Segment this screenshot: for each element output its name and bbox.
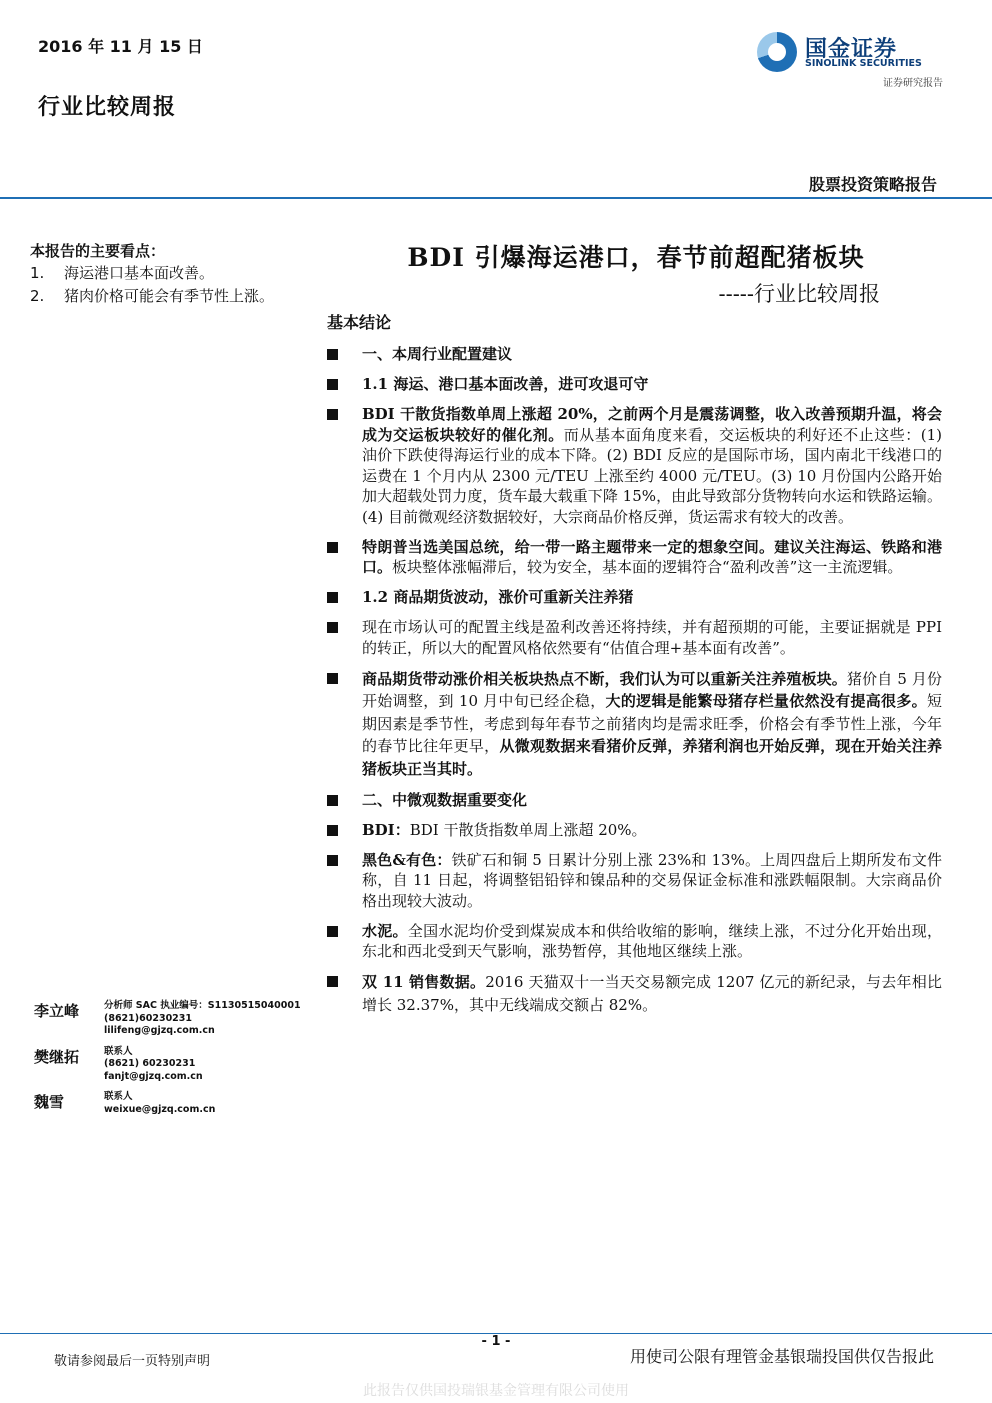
square-bullet-icon: [327, 349, 338, 360]
key-point-number: 2.: [30, 287, 45, 305]
bullet-text: 2016 天猫双十一当天交易额完成 1207 亿元的新纪录，与去年相比增长 32.37%，其中无线端成交额占 82%。: [362, 973, 943, 1014]
bullet-text: 现在市场认可的配置主线是盈利改善还将持续，并有超预期的可能，主要证据就是 PPI 的转正，所以大的配置风格依然要有“估值合理+基本面有改善”。: [362, 618, 942, 657]
key-points-title: 本报告的主要看点：: [30, 242, 166, 260]
section-heading: 基本结论: [327, 313, 392, 332]
analyst-entry: [34, 1091, 324, 1116]
bullet-item: [327, 790, 942, 811]
bullet-item: [327, 850, 942, 912]
bullet-bold: 黑色&有色：: [362, 850, 452, 869]
footer-watermark: 此报告仅供国投瑞银基金管理有限公司使用: [363, 1383, 629, 1399]
bullet-text: 全国水泥均价受到煤炭成本和供给收缩的影响，继续上涨，不过分化开始出现，东北和西北受到天气影响，涨势暂停，其他地区继续上涨。: [362, 921, 942, 960]
bullet-text: 铁矿石和铜 5 日累计分别上涨 23%和 13%。上周四盘后上期所发布文件称，自 11 日起，将调整铝铅锌和镍品种的交易保证金标准和涨跌幅限制。大宗商品价格出现较大波动。: [362, 850, 942, 910]
key-point-text: 猪肉价格可能会有季节性上涨。: [64, 287, 275, 305]
analyst-list: [34, 1000, 324, 1124]
series-title: 行业比较周报: [38, 94, 177, 120]
logo-subtitle: 证券研究报告: [883, 78, 943, 89]
square-bullet-icon: [327, 592, 338, 603]
logo-english-name: SINOLINK SECURITIES: [805, 58, 922, 69]
bullet-item: [327, 617, 942, 658]
square-bullet-icon: [327, 622, 338, 633]
header-divider: [0, 197, 992, 199]
report-type: 股票投资策略报告: [808, 175, 937, 194]
square-bullet-icon: [327, 673, 338, 684]
analyst-name: 魏雪: [34, 1093, 65, 1111]
bullet-item: [327, 820, 942, 841]
logo-chinese-name: 国金证券: [805, 37, 898, 62]
bullet-bold: 一、本周行业配置建议: [362, 345, 513, 363]
analyst-entry: [34, 1046, 324, 1084]
analyst-contact: [104, 1000, 301, 1038]
bullet-item: [327, 921, 942, 962]
key-point-item: [30, 285, 280, 308]
footer-right-text: 用使司公限有理管金基银瑞投国供仅告报此: [629, 1347, 934, 1366]
bullet-item: [327, 971, 942, 1016]
bullet-text: BDI 干散货指数单周上涨超 20%。: [409, 820, 647, 839]
square-bullet-icon: [327, 926, 338, 937]
bullet-bold: 二、中微观数据重要变化: [362, 790, 528, 809]
bullet-bold: BDI：: [362, 820, 410, 839]
bullet-bold: 1.1 海运、港口基本面改善，进可攻退可守: [362, 375, 649, 393]
square-bullet-icon: [327, 795, 338, 806]
analyst-role: 联系人: [104, 1045, 133, 1057]
square-bullet-icon: [327, 379, 338, 390]
square-bullet-icon: [327, 825, 338, 836]
bullet-bold: 商品期货带动涨价相关板块热点不断，我们认为可以重新关注养殖板块。: [362, 669, 847, 688]
report-date: 2016 年 11 月 15 日: [38, 37, 203, 56]
report-subtitle: -----行业比较周报: [718, 282, 880, 306]
bullet-bold: 双 11 销售数据。: [362, 973, 486, 991]
analyst-email: fanjt@gjzq.com.cn: [104, 1070, 203, 1082]
key-points-list: [30, 262, 280, 308]
bullet-bold: 水泥。: [362, 921, 408, 940]
bullet-item: [327, 537, 942, 578]
bullet-text: 而从基本面角度来看，交运板块的利好还不止这些：(1) 油价下跌使得海运行业的成本下降。(2) BDI 反应的是国际市场，国内南北干线港口的运费在 1 个月内从 2300 元/TEU 上涨至约 4000 元/TEU。(3) 10 月份国内公路开始加大超载处罚力度，货车最大载重下降 15%，由此导致部分货物转向水运和铁路运输。(4) 目前微观经济数据较好，大宗商品价格反弹，货运需求有较大的改善。: [362, 425, 943, 526]
analyst-email: weixue@gjzq.com.cn: [104, 1103, 216, 1115]
bullet-item: [327, 404, 942, 527]
page-number: - 1 -: [481, 1334, 511, 1349]
bullet-text: 短期因素是季节性，考虑到每年春节之前猪肉均是需求旺季，价格会有季节性上涨，今年的春节比往年更早，: [362, 692, 942, 755]
bullet-bold: 特朗普当选美国总统，给一带一路主题带来一定的想象空间。建议关注海运、铁路和港口。: [362, 537, 942, 576]
bullet-item: [327, 587, 942, 608]
analyst-credential: 分析师 SAC 执业编号：S1130515040001: [104, 1000, 301, 1011]
analyst-phone: (8621)60230231: [104, 1012, 193, 1024]
bullet-text: 猪价自 5 月份开始调整，到 10 月中旬已经企稳，: [362, 669, 942, 710]
analyst-entry: [34, 1000, 324, 1038]
square-bullet-icon: [327, 409, 338, 420]
bullet-item: [327, 374, 942, 395]
square-bullet-icon: [327, 855, 338, 866]
analyst-contact: [104, 1091, 215, 1116]
analyst-name: 李立峰: [34, 1002, 80, 1020]
key-point-text: 海运港口基本面改善。: [64, 264, 215, 282]
analyst-phone: (8621) 60230231: [104, 1058, 196, 1069]
bullet-bold: 大的逻辑是能繁母猪存栏量依然没有提高很多。: [605, 692, 927, 710]
footer-disclaimer: 敬请参阅最后一页特别声明: [54, 1354, 211, 1369]
bullet-bold: 1.2 商品期货波动，涨价可重新关注养猪: [362, 588, 634, 606]
bullet-bold: 从微观数据来看猪价反弹，养猪利润也开始反弹，现在开始关注养猪板块正当其时。: [362, 737, 942, 778]
report-title: BDI 引爆海运港口，春节前超配猪板块: [407, 243, 865, 272]
square-bullet-icon: [327, 542, 338, 553]
company-logo: [757, 30, 947, 90]
analyst-name: 樊继拓: [34, 1047, 80, 1066]
analyst-role: 联系人: [104, 1091, 133, 1102]
key-point-item: [30, 262, 280, 285]
square-bullet-icon: [327, 976, 338, 987]
bullet-item: [327, 668, 942, 781]
bullet-item: [327, 344, 942, 365]
bullet-text: 板块整体涨幅滞后，较为安全，基本面的逻辑符合“盈利改善”这一主流逻辑。: [392, 558, 903, 576]
key-point-number: 1.: [30, 264, 45, 282]
conclusions-list: [327, 344, 942, 1026]
bullet-bold: BDI 干散货指数单周上涨超 20%，之前两个月是震荡调整，收入改善预期升温，将会成为交运板块较好的催化剂。: [362, 405, 942, 444]
logo-circle-icon: [757, 32, 797, 72]
analyst-contact: [104, 1046, 203, 1084]
analyst-email: lilifeng@gjzq.com.cn: [104, 1025, 215, 1036]
